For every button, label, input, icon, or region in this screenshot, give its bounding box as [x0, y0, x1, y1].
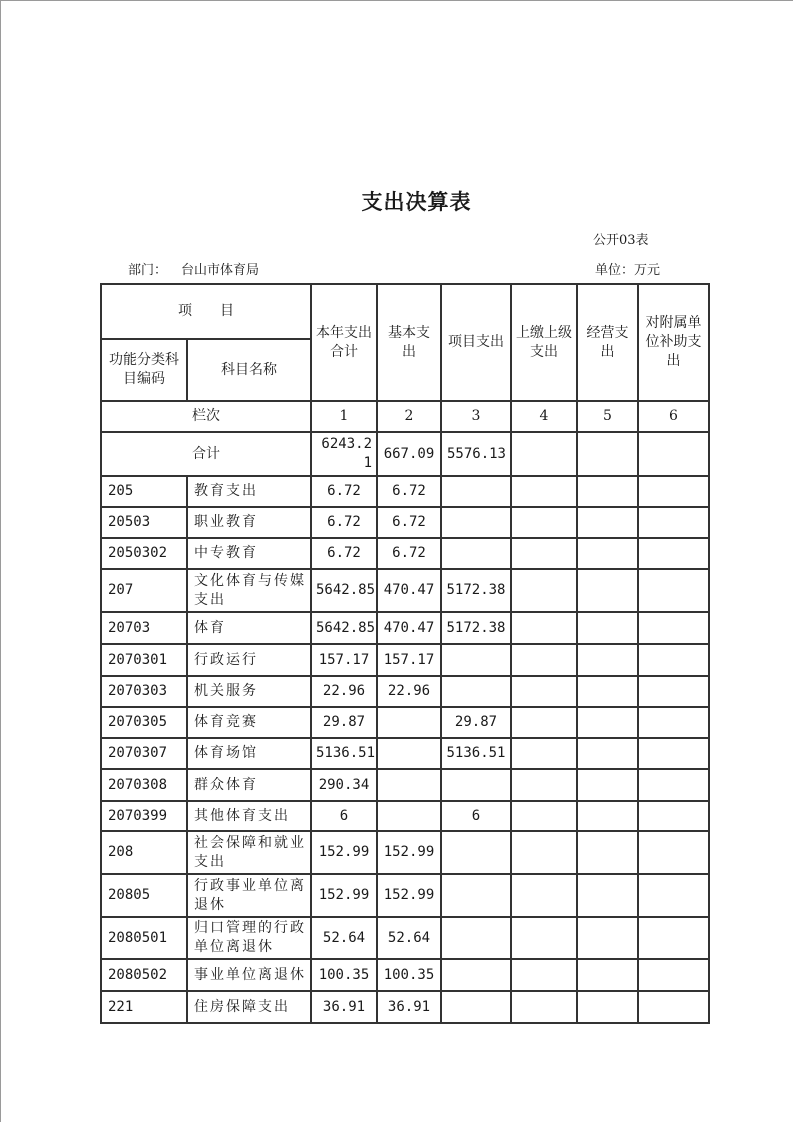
amount-cell: 5172.38	[441, 569, 511, 612]
subject-name: 体育场馆	[187, 738, 311, 769]
amount-cell	[511, 831, 577, 874]
form-number: 公开03表	[593, 233, 649, 248]
amount-cell	[577, 569, 638, 612]
amount-cell	[577, 738, 638, 769]
amount-cell: 152.99	[311, 874, 377, 917]
subject-name: 其他体育支出	[187, 801, 311, 831]
amount-cell	[638, 801, 709, 831]
amount-cell	[577, 991, 638, 1023]
table-row	[101, 959, 709, 991]
subject-code: 208	[101, 831, 187, 874]
amount-cell	[638, 676, 709, 707]
total-value: 6243.21	[311, 432, 377, 476]
total-label: 合计	[101, 432, 311, 476]
header-code: 功能分类科目编码	[101, 339, 187, 401]
subject-code: 20503	[101, 507, 187, 538]
amount-cell: 470.47	[377, 612, 441, 644]
amount-cell	[638, 644, 709, 676]
header-name: 科目名称	[187, 339, 311, 401]
amount-cell: 36.91	[377, 991, 441, 1023]
amount-cell: 6.72	[311, 507, 377, 538]
subject-code: 2070308	[101, 769, 187, 801]
table-row	[101, 538, 709, 569]
amount-cell	[377, 801, 441, 831]
amount-cell	[511, 612, 577, 644]
table-row	[101, 769, 709, 801]
column-index: 5	[577, 401, 638, 432]
column-index: 6	[638, 401, 709, 432]
total-value	[577, 432, 638, 476]
amount-cell	[511, 801, 577, 831]
amount-cell	[511, 538, 577, 569]
amount-cell	[511, 569, 577, 612]
amount-cell: 5642.85	[311, 569, 377, 612]
amount-cell	[577, 831, 638, 874]
amount-cell	[511, 707, 577, 738]
subject-name: 住房保障支出	[187, 991, 311, 1023]
amount-cell: 290.34	[311, 769, 377, 801]
subject-code: 20703	[101, 612, 187, 644]
expenditure-table	[100, 283, 710, 1024]
amount-cell	[377, 707, 441, 738]
column-index: 3	[441, 401, 511, 432]
amount-cell	[577, 676, 638, 707]
table-row	[101, 612, 709, 644]
subject-name: 事业单位离退休	[187, 959, 311, 991]
amount-cell	[577, 769, 638, 801]
subject-code: 2070307	[101, 738, 187, 769]
document-title: 支出决算表	[361, 189, 472, 214]
table-row	[101, 569, 709, 612]
amount-cell: 22.96	[377, 676, 441, 707]
amount-cell	[441, 874, 511, 917]
amount-cell	[511, 507, 577, 538]
total-value	[638, 432, 709, 476]
amount-cell	[638, 538, 709, 569]
amount-cell	[511, 917, 577, 959]
amount-cell: 152.99	[311, 831, 377, 874]
amount-cell	[511, 991, 577, 1023]
amount-cell: 100.35	[311, 959, 377, 991]
subject-code: 2070305	[101, 707, 187, 738]
amount-cell	[638, 738, 709, 769]
unit-label: 单位：万元	[595, 263, 661, 278]
amount-cell: 29.87	[311, 707, 377, 738]
table-row	[101, 507, 709, 538]
amount-cell: 157.17	[377, 644, 441, 676]
subject-name: 体育竞赛	[187, 707, 311, 738]
amount-cell	[511, 874, 577, 917]
table-row	[101, 644, 709, 676]
subject-name: 中专教育	[187, 538, 311, 569]
column-index: 1	[311, 401, 377, 432]
amount-cell	[441, 991, 511, 1023]
amount-cell	[511, 738, 577, 769]
amount-cell	[577, 707, 638, 738]
table-row	[101, 476, 709, 507]
table-row	[101, 801, 709, 831]
table-row	[101, 991, 709, 1023]
amount-cell: 36.91	[311, 991, 377, 1023]
subject-code: 221	[101, 991, 187, 1023]
amount-cell	[577, 538, 638, 569]
amount-cell: 100.35	[377, 959, 441, 991]
subject-name: 归口管理的行政单位离退休	[187, 917, 311, 959]
amount-cell: 6.72	[377, 476, 441, 507]
amount-cell	[441, 769, 511, 801]
amount-cell: 470.47	[377, 569, 441, 612]
subject-name: 体育	[187, 612, 311, 644]
column-index-label: 栏次	[101, 401, 311, 432]
amount-cell	[638, 476, 709, 507]
amount-cell: 5642.85	[311, 612, 377, 644]
table-row	[101, 917, 709, 959]
amount-cell	[638, 831, 709, 874]
subject-code: 2080502	[101, 959, 187, 991]
amount-cell	[441, 831, 511, 874]
subject-code: 2070301	[101, 644, 187, 676]
amount-cell: 157.17	[311, 644, 377, 676]
amount-cell: 5136.51	[311, 738, 377, 769]
amount-cell	[577, 612, 638, 644]
column-index: 2	[377, 401, 441, 432]
subject-name: 行政事业单位离退休	[187, 874, 311, 917]
amount-cell: 6.72	[377, 507, 441, 538]
amount-cell	[638, 507, 709, 538]
amount-cell: 52.64	[377, 917, 441, 959]
amount-cell	[638, 612, 709, 644]
header-row	[101, 284, 709, 339]
amount-cell	[441, 538, 511, 569]
table-row	[101, 707, 709, 738]
amount-cell	[638, 769, 709, 801]
subject-name: 职业教育	[187, 507, 311, 538]
amount-cell	[577, 644, 638, 676]
amount-cell	[511, 476, 577, 507]
amount-cell: 5172.38	[441, 612, 511, 644]
subject-name: 文化体育与传媒支出	[187, 569, 311, 612]
table-row	[101, 831, 709, 874]
amount-cell	[511, 959, 577, 991]
amount-cell	[577, 917, 638, 959]
amount-cell: 6.72	[377, 538, 441, 569]
amount-cell	[511, 644, 577, 676]
subject-name: 群众体育	[187, 769, 311, 801]
amount-cell	[638, 959, 709, 991]
header-col-6: 对附属单位补助支出	[638, 284, 709, 401]
subject-name: 机关服务	[187, 676, 311, 707]
amount-cell	[441, 644, 511, 676]
column-index: 4	[511, 401, 577, 432]
amount-cell	[638, 917, 709, 959]
amount-cell: 152.99	[377, 831, 441, 874]
subject-code: 207	[101, 569, 187, 612]
subject-name: 社会保障和就业支出	[187, 831, 311, 874]
table-row	[101, 738, 709, 769]
amount-cell	[577, 801, 638, 831]
total-row	[101, 432, 709, 476]
amount-cell	[441, 476, 511, 507]
amount-cell	[511, 769, 577, 801]
amount-cell: 6.72	[311, 538, 377, 569]
header-item: 项 目	[101, 284, 311, 339]
header-col-4: 上缴上级支出	[511, 284, 577, 401]
department-value: 台山市体育局	[181, 263, 260, 278]
subject-code: 2080501	[101, 917, 187, 959]
amount-cell	[577, 507, 638, 538]
amount-cell	[441, 917, 511, 959]
amount-cell	[511, 676, 577, 707]
page-edge	[0, 0, 1, 1122]
amount-cell: 29.87	[441, 707, 511, 738]
header-col-2: 基本支出	[377, 284, 441, 401]
subject-code: 2070303	[101, 676, 187, 707]
subject-code: 205	[101, 476, 187, 507]
amount-cell: 152.99	[377, 874, 441, 917]
amount-cell: 52.64	[311, 917, 377, 959]
amount-cell: 6	[311, 801, 377, 831]
amount-cell	[441, 676, 511, 707]
amount-cell	[638, 874, 709, 917]
subject-code: 2050302	[101, 538, 187, 569]
amount-cell	[377, 769, 441, 801]
page-edge	[0, 0, 793, 1]
amount-cell	[577, 874, 638, 917]
subject-code: 2070399	[101, 801, 187, 831]
header-col-3: 项目支出	[441, 284, 511, 401]
amount-cell: 6.72	[311, 476, 377, 507]
amount-cell	[638, 707, 709, 738]
amount-cell: 6	[441, 801, 511, 831]
total-value: 5576.13	[441, 432, 511, 476]
amount-cell: 5136.51	[441, 738, 511, 769]
column-index-row	[101, 401, 709, 432]
amount-cell	[441, 959, 511, 991]
header-col-5: 经营支出	[577, 284, 638, 401]
department-label: 部门：	[128, 263, 168, 278]
total-value: 667.09	[377, 432, 441, 476]
table-row	[101, 874, 709, 917]
amount-cell	[577, 476, 638, 507]
amount-cell	[577, 959, 638, 991]
table-row	[101, 676, 709, 707]
total-value	[511, 432, 577, 476]
subject-name: 行政运行	[187, 644, 311, 676]
header-col-1: 本年支出合计	[311, 284, 377, 401]
amount-cell: 22.96	[311, 676, 377, 707]
amount-cell	[638, 569, 709, 612]
amount-cell	[638, 991, 709, 1023]
amount-cell	[441, 507, 511, 538]
subject-name: 教育支出	[187, 476, 311, 507]
subject-code: 20805	[101, 874, 187, 917]
amount-cell	[377, 738, 441, 769]
